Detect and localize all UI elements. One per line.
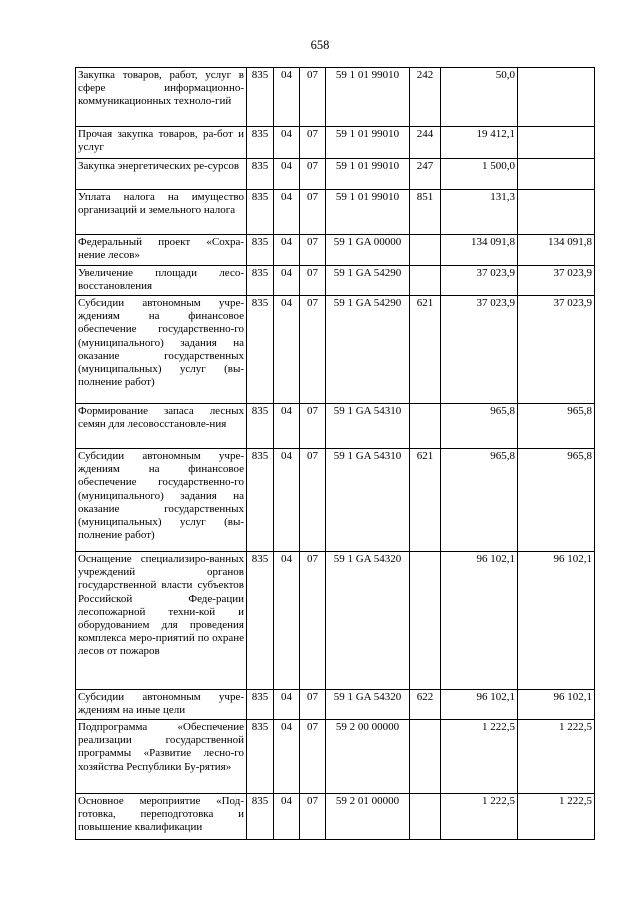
section-code: 04 [274,552,300,690]
subsection-code: 07 [300,690,326,720]
row-name: Закупка товаров, работ, услуг в сфере информационно-коммуникационных техноло-гий [76,68,247,127]
amount-extra: 134 091,8 [518,235,595,266]
target-article-code: 59 1 GA 54290 [326,296,410,404]
row-name: Субсидии автономным учре-ждениям на иные цели [76,690,247,720]
section-code: 04 [274,794,300,840]
page-number: 658 [310,38,330,52]
row-name: Федеральный проект «Сохра-нение лесов» [76,235,247,266]
table-row [76,190,595,235]
amount: 1 222,5 [441,794,518,840]
amount-extra [518,68,595,127]
table-row [76,266,595,296]
target-article-code: 59 1 GA 54320 [326,552,410,690]
expense-type-code [410,235,441,266]
expense-type-code [410,404,441,449]
subsection-code: 07 [300,127,326,159]
target-article-code: 59 1 01 99010 [326,159,410,190]
target-article-code: 59 1 GA 54310 [326,449,410,552]
ministry-code: 835 [247,690,274,720]
table-row [76,235,595,266]
row-name: Субсидии автономным учре-ждениям на финансовое обеспечение государственно-го (муниципального) задания на оказание государственных (муниципальных) услуг (вы-полнение работ) [76,296,247,404]
section-code: 04 [274,266,300,296]
table-row [76,720,595,794]
table-row [76,552,595,690]
target-article-code: 59 2 00 00000 [326,720,410,794]
amount: 965,8 [441,404,518,449]
amount-extra [518,190,595,235]
subsection-code: 07 [300,794,326,840]
amount: 1 500,0 [441,159,518,190]
ministry-code: 835 [247,449,274,552]
subsection-code: 07 [300,159,326,190]
subsection-code: 07 [300,552,326,690]
expense-type-code: 622 [410,690,441,720]
ministry-code: 835 [247,720,274,794]
target-article-code: 59 1 GA 54320 [326,690,410,720]
section-code: 04 [274,449,300,552]
row-name: Основное мероприятие «Под-готовка, переподготовка и повышение квалификации [76,794,247,840]
section-code: 04 [274,720,300,794]
target-article-code: 59 1 GA 54290 [326,266,410,296]
amount-extra: 96 102,1 [518,552,595,690]
amount-extra [518,159,595,190]
expense-type-code: 851 [410,190,441,235]
subsection-code: 07 [300,68,326,127]
section-code: 04 [274,296,300,404]
target-article-code: 59 1 01 99010 [326,190,410,235]
amount: 37 023,9 [441,266,518,296]
ministry-code: 835 [247,552,274,690]
expense-type-code: 247 [410,159,441,190]
table-row [76,296,595,404]
expense-type-code: 621 [410,296,441,404]
ministry-code: 835 [247,159,274,190]
ministry-code: 835 [247,190,274,235]
ministry-code: 835 [247,68,274,127]
expense-type-code: 242 [410,68,441,127]
amount-extra: 1 222,5 [518,720,595,794]
amount: 96 102,1 [441,552,518,690]
subsection-code: 07 [300,449,326,552]
ministry-code: 835 [247,127,274,159]
ministry-code: 835 [247,794,274,840]
subsection-code: 07 [300,235,326,266]
table-row [76,794,595,840]
amount: 50,0 [441,68,518,127]
amount-extra: 965,8 [518,404,595,449]
section-code: 04 [274,690,300,720]
table-row [76,449,595,552]
section-code: 04 [274,404,300,449]
amount-extra: 37 023,9 [518,296,595,404]
table-row [76,404,595,449]
row-name: Формирование запаса лесных семян для лесовосстановле-ния [76,404,247,449]
amount: 131,3 [441,190,518,235]
amount: 134 091,8 [441,235,518,266]
expense-type-code [410,552,441,690]
row-name: Прочая закупка товаров, ра-бот и услуг [76,127,247,159]
amount-extra [518,127,595,159]
expense-type-code [410,720,441,794]
row-name: Подпрограмма «Обеспечение реализации государственной программы «Развитие лесно-го хозяйства Республики Бу-рятия» [76,720,247,794]
table-row [76,159,595,190]
row-name: Оснащение специализиро-ванных учреждений органов государственной власти субъектов Российской Феде-рации лесопожарной техни-кой и оборудованием для проведения комплекса меро-приятий по охране лесов от пожаров [76,552,247,690]
ministry-code: 835 [247,266,274,296]
section-code: 04 [274,159,300,190]
subsection-code: 07 [300,296,326,404]
amount-extra: 965,8 [518,449,595,552]
target-article-code: 59 1 GA 54310 [326,404,410,449]
expense-type-code [410,794,441,840]
ministry-code: 835 [247,404,274,449]
table-row [76,68,595,127]
row-name: Закупка энергетических ре-сурсов [76,159,247,190]
target-article-code: 59 1 01 99010 [326,127,410,159]
amount-extra: 1 222,5 [518,794,595,840]
expense-type-code: 244 [410,127,441,159]
amount: 37 023,9 [441,296,518,404]
row-name: Увеличение площади лесо-восстановления [76,266,247,296]
amount: 19 412,1 [441,127,518,159]
target-article-code: 59 1 01 99010 [326,68,410,127]
section-code: 04 [274,127,300,159]
expense-type-code [410,266,441,296]
section-code: 04 [274,235,300,266]
ministry-code: 835 [247,296,274,404]
target-article-code: 59 2 01 00000 [326,794,410,840]
amount-extra: 37 023,9 [518,266,595,296]
section-code: 04 [274,190,300,235]
amount: 1 222,5 [441,720,518,794]
table-row [76,127,595,159]
subsection-code: 07 [300,266,326,296]
budget-table [75,67,595,840]
table-row [76,690,595,720]
row-name: Уплата налога на имущество организаций и земельного налога [76,190,247,235]
amount: 965,8 [441,449,518,552]
row-name: Субсидии автономным учре-ждениям на финансовое обеспечение государственно-го (муниципального) задания на оказание государственных (муниципальных) услуг (вы-полнение работ) [76,449,247,552]
target-article-code: 59 1 GA 00000 [326,235,410,266]
amount: 96 102,1 [441,690,518,720]
subsection-code: 07 [300,720,326,794]
subsection-code: 07 [300,404,326,449]
expense-type-code: 621 [410,449,441,552]
section-code: 04 [274,68,300,127]
subsection-code: 07 [300,190,326,235]
amount-extra: 96 102,1 [518,690,595,720]
ministry-code: 835 [247,235,274,266]
